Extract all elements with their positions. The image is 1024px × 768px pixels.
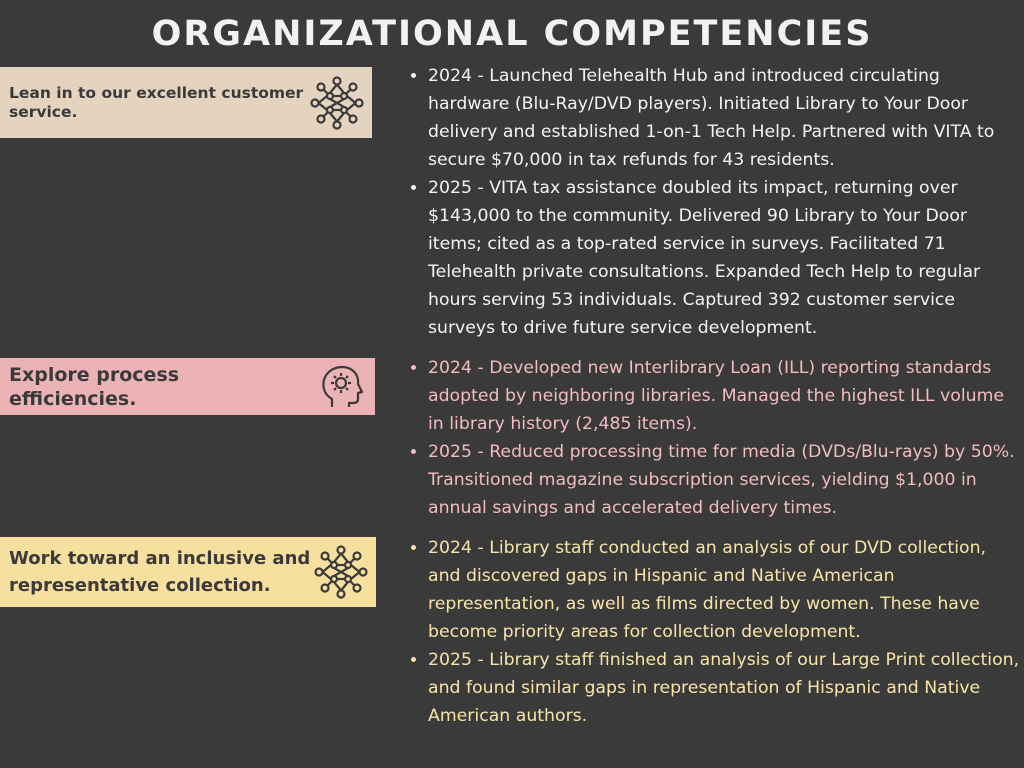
collection-label-box (0, 537, 376, 607)
network-icon (308, 74, 366, 132)
collection-label: Work toward an inclusive and representative collection. (9, 548, 311, 596)
list-item: • 2025 - VITA tax assistance doubled its impact, returning over $143,000 to the community. Delivered 90 Library to Your Door items; cited as a top-rated service in surveys. Facilitated 71 Telehealth private consultations. Expanded Tech Help to regular hours serving 53 individuals. Captured 392 customer service surveys to drive future service development. (428, 174, 1024, 342)
head-gear-icon (311, 358, 369, 416)
process-label-box (0, 358, 375, 415)
page-title: ORGANIZATIONAL COMPETENCIES (151, 14, 873, 54)
process-label: Explore process efficiencies. (9, 363, 180, 410)
list-item: • 2024 - Library staff conducted an analysis of our DVD collection, and discovered gaps in Hispanic and Native American representation, as well as films directed by women. These have become priority areas for collection development. (428, 534, 1024, 646)
list-item: • 2024 - Launched Telehealth Hub and introduced circulating hardware (Blu-Ray/DVD players). Initiated Library to Your Door delivery and established 1-on-1 Tech Help. Partnered with VITA to secure $70,000 in tax refunds for 43 residents. (428, 62, 1024, 174)
customer-service-label-box (0, 67, 372, 138)
customer-service-label: Lean in to our excellent customer service. (9, 83, 304, 121)
list-item: • 2025 - Reduced processing time for media (DVDs/Blu-rays) by 50%. Transitioned magazine subscription services, yielding $1,000 in annual savings and accelerated delivery times. (428, 438, 1024, 522)
list-item: • 2025 - Library staff finished an analysis of our Large Print collection, and found similar gaps in representation of Hispanic and Native American authors. (428, 646, 1024, 730)
network-icon (312, 543, 370, 601)
list-item: • 2024 - Developed new Interlibrary Loan (ILL) reporting standards adopted by neighboring libraries. Managed the highest ILL volume in library history (2,485 items). (428, 354, 1024, 438)
customer-service-bullets (410, 62, 1024, 342)
process-bullets (410, 354, 1024, 522)
collection-bullets (410, 534, 1024, 730)
